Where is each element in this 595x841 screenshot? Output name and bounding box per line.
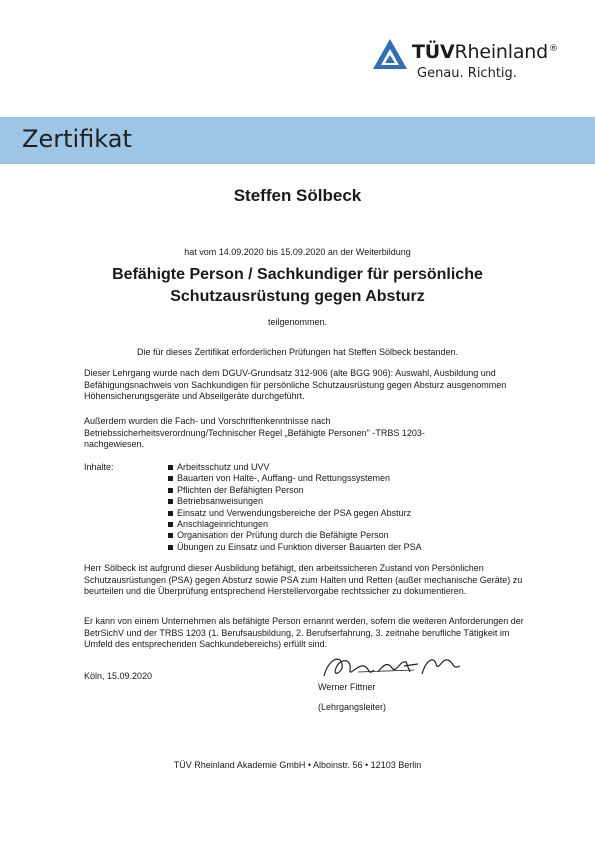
list-item: Bauarten von Halte-, Auffang- und Rettungssystemen: [168, 473, 422, 484]
knowledge-paragraph: Außerdem wurden die Fach- und Vorschriftenkenntnisse nach Betriebssicherheitsverordnung/Technischer Regel „Befähigte Personen" -TRBS 1203- nachgewiesen.: [84, 416, 425, 449]
participated-text: teilgenommen.: [267, 317, 328, 327]
bullet-square-icon: [168, 545, 173, 550]
list-item: Anschlageinrichtungen: [168, 519, 422, 530]
list-item: Übungen zu Einsatz und Funktion diverser Bauarten der PSA: [168, 542, 422, 553]
bullet-square-icon: [168, 488, 173, 493]
bullet-square-icon: [168, 465, 173, 470]
tuv-triangle-icon: [372, 38, 408, 70]
handwritten-signature: [318, 650, 468, 684]
bullet-square-icon: [168, 476, 173, 481]
bullet-square-icon: [168, 511, 173, 516]
signer-role: (Lehrgangsleiter): [318, 702, 387, 712]
course-title: [0, 264, 595, 308]
contents-label: Inhalte:: [84, 462, 114, 472]
bullet-square-icon: [168, 533, 173, 538]
footer-address: TÜV Rheinland Akademie GmbH • Alboinstr. 56 • 12103 Berlin: [173, 760, 422, 770]
list-item: Einsatz und Verwendungsbereiche der PSA gegen Absturz: [168, 508, 422, 519]
recipient-name: Steffen Sölbeck: [233, 186, 362, 205]
certificate-banner: [0, 117, 595, 164]
logo-brand-name: TÜVRheinland®: [412, 41, 558, 63]
course-title-line2: Schutzausrüstung gegen Absturz: [170, 288, 425, 305]
tuv-rheinland-logo: [372, 36, 572, 96]
bullet-square-icon: [168, 499, 173, 504]
list-item: Arbeitsschutz und UVV: [168, 462, 422, 473]
course-dates: hat vom 14.09.2020 bis 15.09.2020 an der Weiterbildung: [184, 247, 411, 257]
logo-slogan: Genau. Richtig.: [417, 66, 517, 81]
course-title-line1: Befähigte Person / Sachkundiger für persönliche: [112, 266, 483, 283]
qualification-paragraph: Herr Sölbeck ist aufgrund dieser Ausbildung befähigt, den arbeitssicheren Zustand von Persönlichen Schutzausrüstungen (PSA) gegen Absturz sowie PSA zum Halten und Retten (außer mechanische Geräte) zu beurteilen und die Überprüfung entsprechend Herstellervorgabe rechtssicher zu dokumentieren.: [84, 563, 523, 596]
contents-list: [168, 462, 422, 553]
exam-passed-text: Die für dieses Zertifikat erforderlichen Prüfungen hat Steffen Sölbeck bestanden.: [136, 347, 459, 357]
list-item: Organisation der Prüfung durch die Befähigte Person: [168, 530, 422, 541]
list-item: Betriebsanweisungen: [168, 496, 422, 507]
signer-name: Werner Fittner: [318, 682, 376, 692]
bullet-square-icon: [168, 522, 173, 527]
appointment-paragraph: Er kann von einem Unternehmen als befähigte Person ernannt werden, sofern die weiteren Anforderungen der BetrSichV und der TRBS 1203 (1. Berufsausbildung, 2. Berufserfahrung, 3. zeitnahe berufliche Tätigkeit im Umfeld des entsprechenden Sachkundebereichs) erfüllt sind.: [84, 616, 524, 649]
place-date: Köln, 15.09.2020: [84, 671, 153, 681]
course-basis-paragraph: Dieser Lehrgang wurde nach dem DGUV-Grundsatz 312-906 (alte BGG 906): Auswahl, Ausbildung und Befähigungsnachweis von Sachkundigen für persönliche Schutzausrüstung gegen Absturz ausgenommen Höhensicherungsgeräte und Abseilgeräte durchgeführt.: [84, 368, 507, 401]
certificate-title: Zertifikat: [22, 125, 132, 153]
list-item: Pflichten der Befähigten Person: [168, 485, 422, 496]
